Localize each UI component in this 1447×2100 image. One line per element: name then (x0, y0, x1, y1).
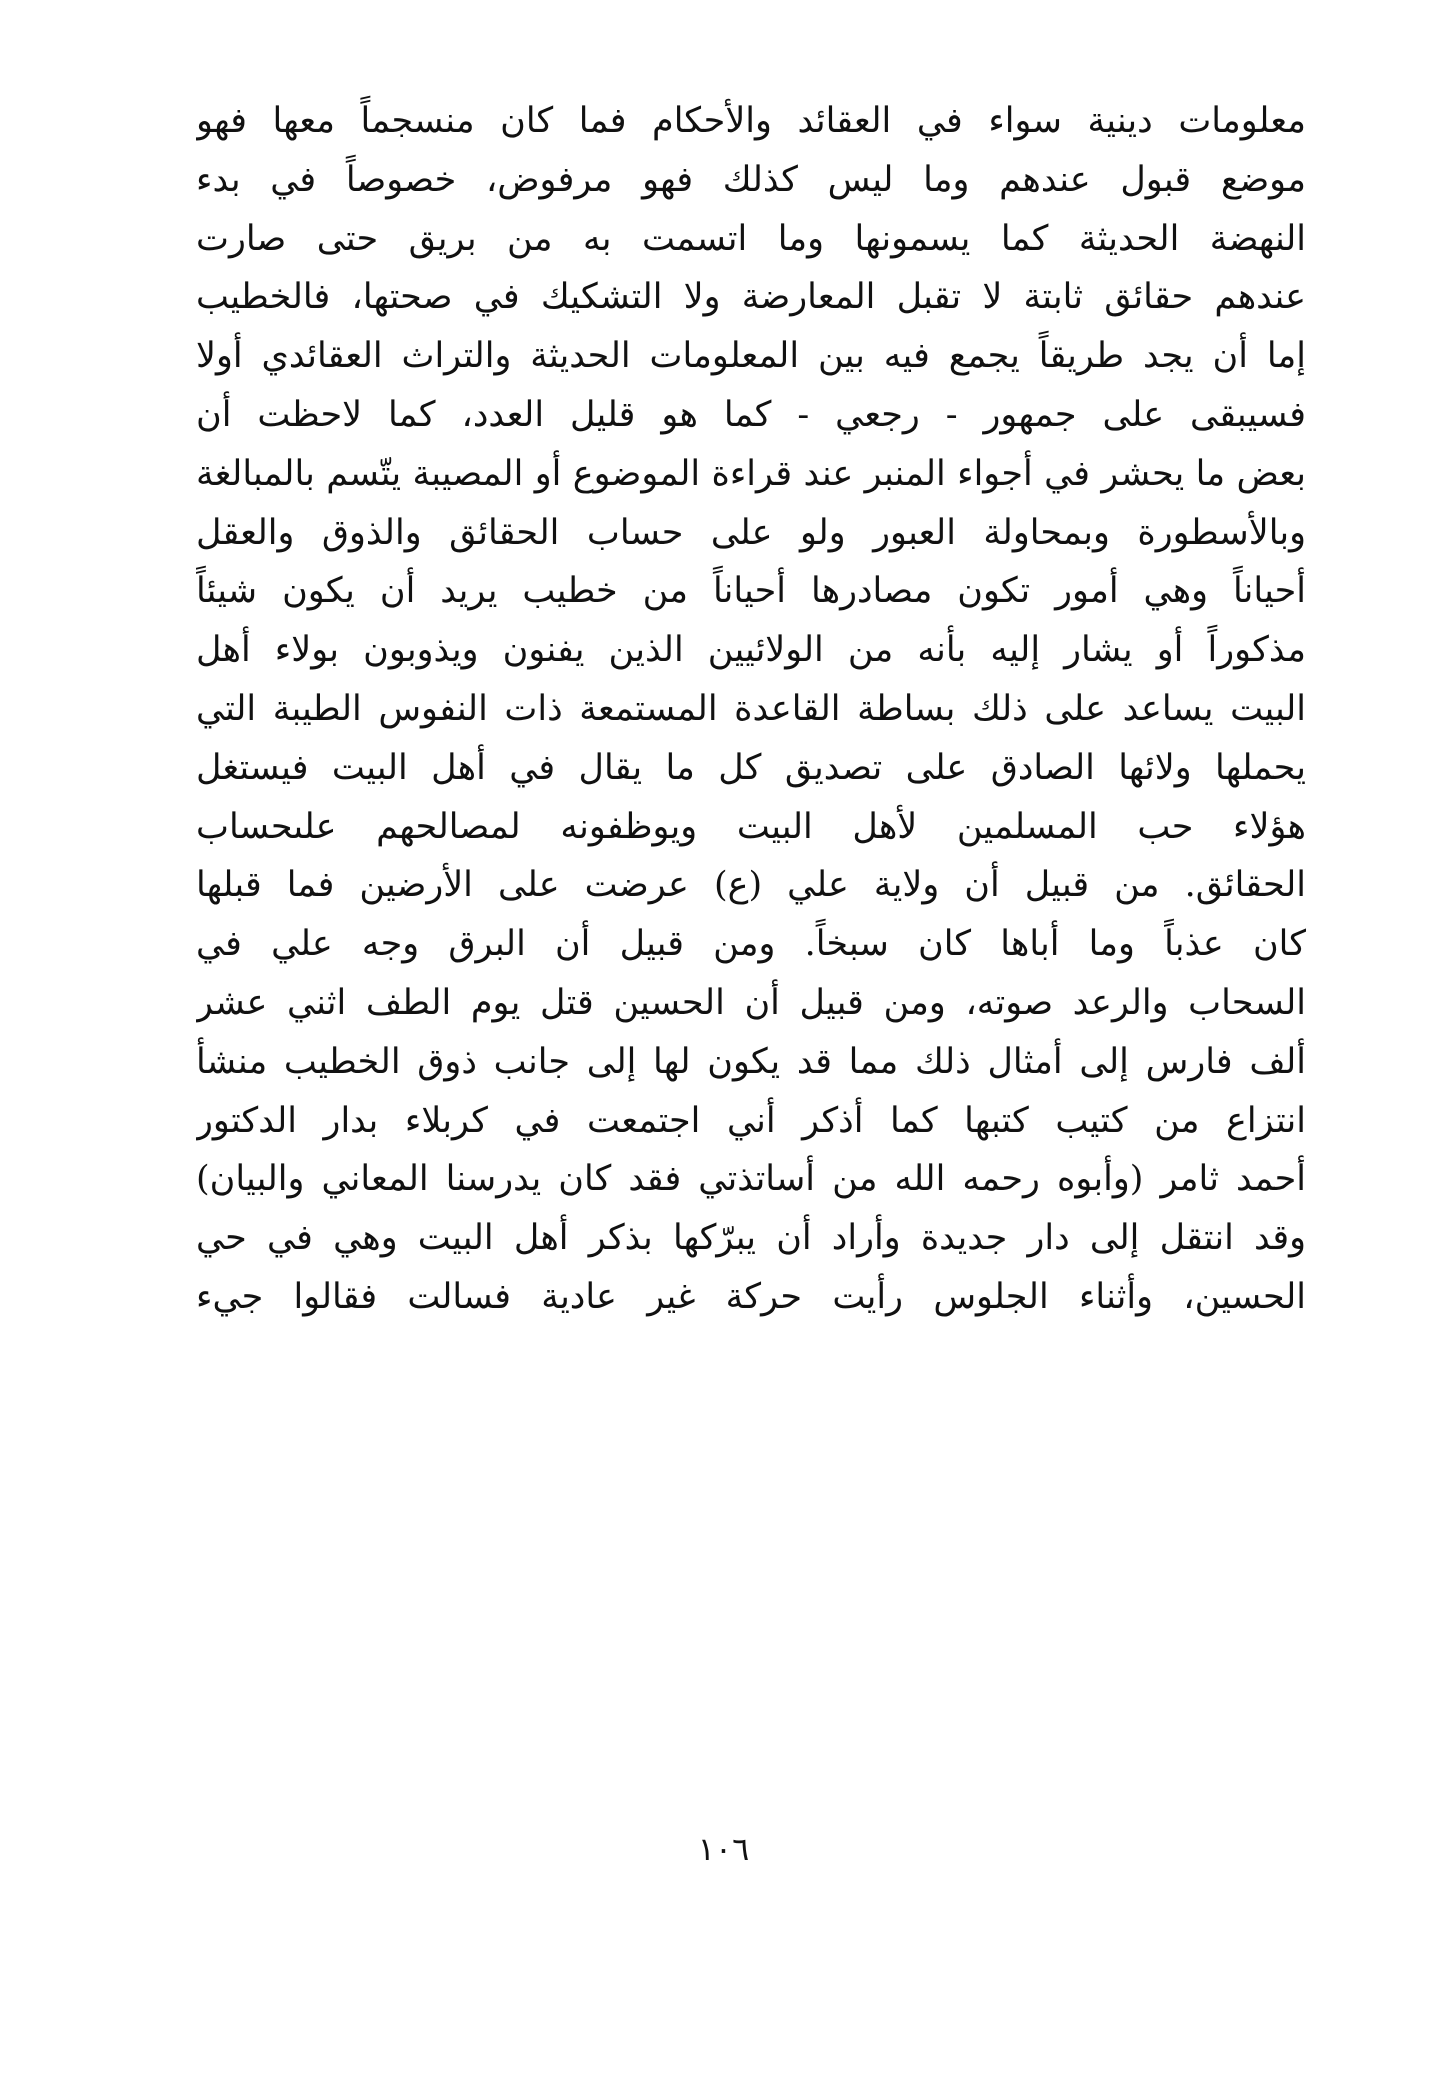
body-text (196, 92, 1306, 1327)
text-line: كان عذباً وما أباها كان سبخاً. ومن قبيل أن البرق وجه علي في (196, 924, 1306, 965)
text-line: بعض ما يحشر في أجواء المنبر عند قراءة الموضوع أو المصيبة يتّسم بالمبالغة (196, 453, 1306, 494)
text-line: هؤلاء حب المسلمين لأهل البيت ويوظفونه لمصالحهم علىحساب (196, 806, 1306, 847)
text-line: البيت يساعد على ذلك بساطة القاعدة المستمعة ذات النفوس الطيبة التي (196, 688, 1306, 729)
text-line: السحاب والرعد صوته، ومن قبيل أن الحسين قتل يوم الطف اثني عشر (196, 982, 1306, 1023)
page-number: ١٠٦ (697, 1830, 750, 1868)
text-line: وبالأسطورة وبمحاولة العبور ولو على حساب الحقائق والذوق والعقل (196, 512, 1306, 553)
text-line: يحملها ولائها الصادق على تصديق كل ما يقال في أهل البيت فيستغل (196, 747, 1306, 788)
text-line: الحقائق. من قبيل أن ولاية علي (ع) عرضت على الأرضين فما قبلها (196, 865, 1306, 906)
text-line: النهضة الحديثة كما يسمونها وما اتسمت به من بريق حتى صارت (196, 218, 1306, 259)
text-line: أحمد ثامر (وأبوه رحمه الله من أساتذتي فقد كان يدرسنا المعاني والبيان) (196, 1159, 1306, 1200)
text-line: وقد انتقل إلى دار جديدة وأراد أن يبرّكها بذكر أهل البيت وهي في حي (196, 1218, 1306, 1259)
text-line: عندهم حقائق ثابتة لا تقبل المعارضة ولا التشكيك في صحتها، فالخطيب (196, 277, 1306, 318)
text-line: الحسين، وأثناء الجلوس رأيت حركة غير عادية فسالت فقالوا جيء (196, 1276, 1306, 1317)
text-line: انتزاع من كتيب كتبها كما أذكر أني اجتمعت في كربلاء بدار الدكتور (196, 1100, 1306, 1141)
text-line: مذكوراً أو يشار إليه بأنه من الولائيين الذين يفنون ويذوبون بولاء أهل (196, 630, 1306, 671)
text-line: معلومات دينية سواء في العقائد والأحكام فما كان منسجماً معها فهو (196, 101, 1306, 141)
text-line: موضع قبول عندهم وما ليس كذلك فهو مرفوض، خصوصاً في بدء (196, 159, 1306, 200)
text-line: إما أن يجد طريقاً يجمع فيه بين المعلومات الحديثة والتراث العقائدي أولا (196, 336, 1306, 377)
text-line: فسيبقى على جمهور - رجعي - كما هو قليل العدد، كما لاحظت أن (196, 394, 1306, 435)
text-line: ألف فارس إلى أمثال ذلك مما قد يكون لها إلى جانب ذوق الخطيب منشأ (196, 1041, 1306, 1082)
text-line: أحياناً وهي أمور تكون مصادرها أحياناً من خطيب يريد أن يكون شيئاً (196, 571, 1306, 612)
